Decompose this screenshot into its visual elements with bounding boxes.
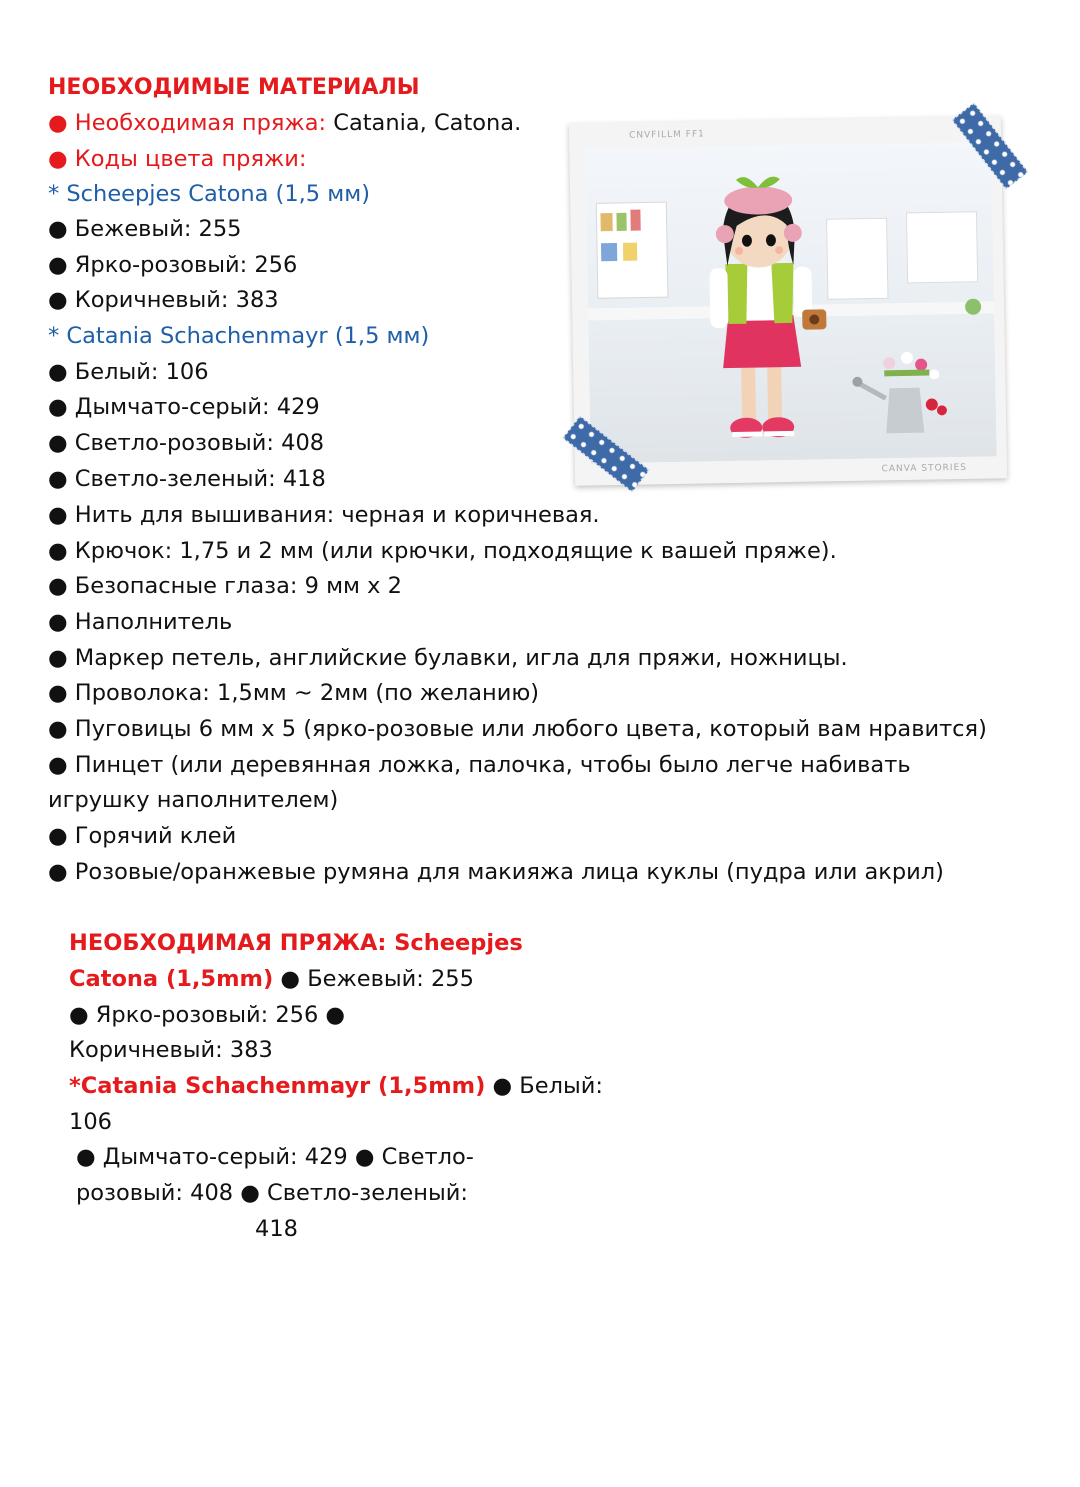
scheepjes-title: * Scheepjes Catona (1,5 мм) (48, 181, 370, 207)
scheepjes-item: ● Бежевый: 255 (48, 216, 242, 242)
section2-line: 106 (69, 1109, 112, 1135)
section2-title: НЕОБХОДИМАЯ ПРЯЖА: Scheepjes (69, 930, 523, 956)
page-title: НЕОБХОДИМЫЕ МАТЕРИАЛЫ (48, 75, 420, 100)
section2-scheepjes-label: Catona (1,5mm) (69, 966, 274, 992)
section2-line: 418 (255, 1216, 298, 1242)
scheepjes-item: ● Ярко-розовый: 256 (48, 252, 298, 278)
catania-item: ● Светло-зеленый: 418 (48, 466, 326, 492)
doll-photo-image (585, 141, 996, 463)
section2-line: Коричневый: 383 (69, 1037, 273, 1063)
material-item: ● Безопасные глаза: 9 мм x 2 (48, 573, 402, 599)
color-codes-label: ● Коды цвета пряжи: (48, 146, 307, 172)
material-item: ● Розовые/оранжевые румяна для макияжа лица куклы (пудра или акрил) (48, 859, 944, 885)
section2-line: ● Дымчато-серый: 429 ● Светло- (76, 1144, 474, 1170)
yarn-needed-value: Catania, Catona. (326, 110, 522, 136)
section2-scheepjes-item: ● Бежевый: 255 (273, 966, 474, 992)
section2-line (69, 962, 474, 997)
doll-photo (569, 116, 1007, 485)
section2-line: розовый: 408 ● Светло-зеленый: (76, 1180, 468, 1206)
section2-line: ● Ярко-розовый: 256 ● (69, 1002, 346, 1028)
material-item: ● Маркер петель, английские булавки, игла для пряжи, ножницы. (48, 645, 848, 671)
scheepjes-item: ● Коричневый: 383 (48, 287, 279, 313)
catania-item: ● Белый: 106 (48, 359, 209, 385)
catania-item: ● Дымчато-серый: 429 (48, 394, 320, 420)
section2-catania-label: *Catania Schachenmayr (1,5mm) (69, 1073, 486, 1099)
yarn-needed-label: ● Необходимая пряжа: (48, 110, 327, 136)
yarn-needed-line (48, 106, 521, 141)
photo-caption-top: CNVFILLM FF1 (629, 129, 705, 141)
material-item: ● Пуговицы 6 мм x 5 (ярко-розовые или любого цвета, который вам нравится) (48, 716, 987, 742)
photo-caption-bottom: CANVA STORIES (881, 462, 968, 475)
material-item: ● Нить для вышивания: черная и коричневая. (48, 502, 600, 528)
catania-title: * Catania Schachenmayr (1,5 мм) (48, 323, 430, 349)
material-item: ● Пинцет (или деревянная ложка, палочка, чтобы было легче набивать (48, 752, 911, 778)
catania-item: ● Светло-розовый: 408 (48, 430, 325, 456)
material-item: ● Проволока: 1,5мм ~ 2мм (по желанию) (48, 680, 540, 706)
section2-catania-item: ● Белый: (485, 1073, 603, 1099)
material-item: ● Крючок: 1,75 и 2 мм (или крючки, подходящие к вашей пряже). (48, 538, 837, 564)
material-item: ● Наполнитель (48, 609, 233, 635)
material-item: игрушку наполнителем) (48, 787, 339, 813)
material-item: ● Горячий клей (48, 823, 237, 849)
section2-line (69, 1069, 603, 1104)
